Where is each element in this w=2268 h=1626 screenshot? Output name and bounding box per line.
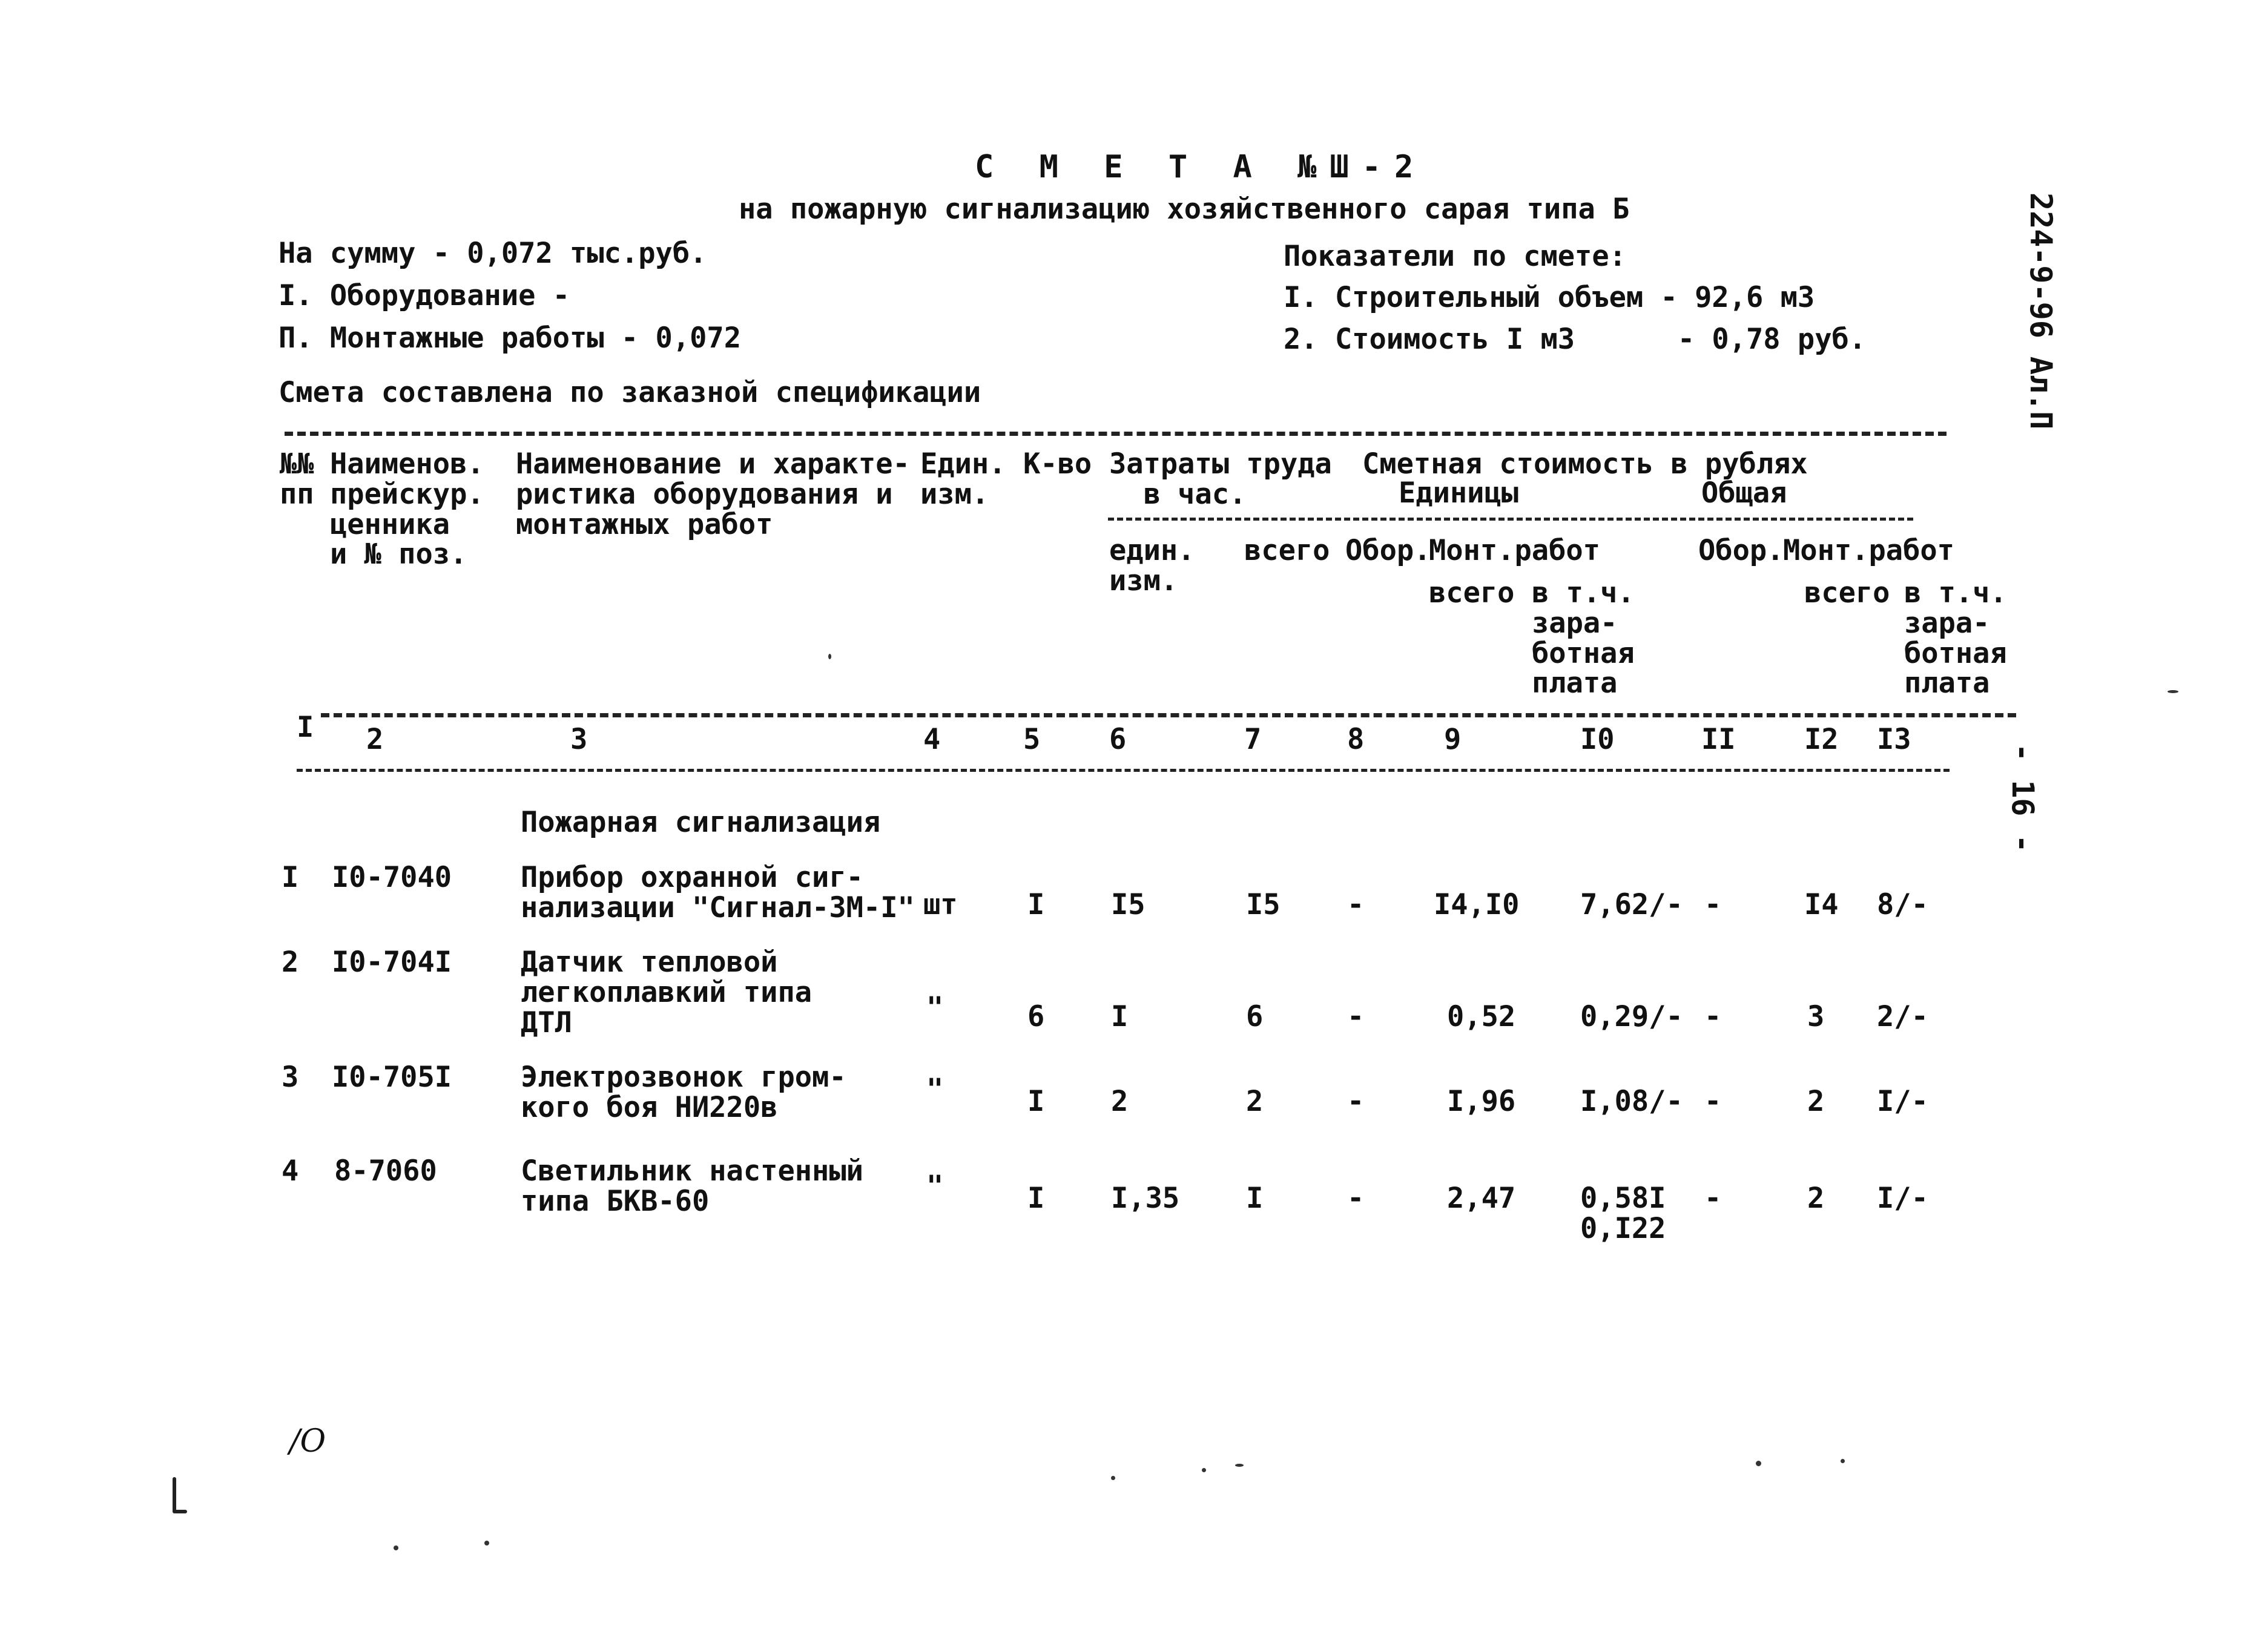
row-labour-total: 6: [1246, 1000, 1264, 1033]
scan-speck: [2167, 690, 2178, 693]
col-header-mounting-total-wage: в т.ч. зара- ботная плата: [1904, 576, 2007, 700]
row-quantity: 6: [1027, 1000, 1045, 1033]
row-unit: шт: [923, 888, 958, 921]
row-num: 2: [282, 946, 299, 979]
column-number: 5: [1023, 723, 1041, 756]
estimate-title: С М Е Т А №Ш-2: [975, 149, 1427, 185]
row-labour-unit: I,35: [1111, 1182, 1180, 1215]
row-unit: ": [926, 1073, 944, 1106]
col-header-mounting-total-sum: всего: [1804, 576, 1890, 610]
row-name: Прибор охранной сиг- нализации "Сигнал-3М-I": [521, 861, 915, 924]
row-price-code: 8-7060: [334, 1154, 437, 1188]
col-header-equipment-total: Обор.: [1698, 534, 1784, 567]
row-mounting-total-wage: 2/-: [1877, 1000, 1928, 1033]
row-labour-total: I: [1246, 1182, 1264, 1215]
scan-speck: [828, 654, 831, 659]
column-number-rule: [297, 769, 1950, 772]
section-title: Пожарная сигнализация: [521, 806, 881, 839]
scan-speck: [1111, 1476, 1115, 1480]
col-header-unit: Един. изм.: [920, 447, 1006, 511]
col-header-mounting-unit-wage: в т.ч. зара- ботная плата: [1532, 576, 1635, 700]
row-num: 3: [282, 1061, 299, 1094]
indicator-volume: I. Строительный объем - 92,6 м3: [1284, 281, 1815, 314]
row-mounting-total-wage: I/-: [1877, 1085, 1928, 1118]
handwritten-mark: /O: [289, 1423, 326, 1460]
row-mounting-unit-wage: 0,58I 0,I22: [1580, 1182, 1666, 1245]
column-number: 9: [1444, 723, 1462, 756]
row-mounting-total-wage: I/-: [1877, 1182, 1928, 1215]
row-num: 4: [282, 1154, 299, 1188]
sum-line: На сумму - 0,072 тыс.руб.: [279, 237, 707, 270]
row-equipment-total: -: [1704, 1085, 1722, 1118]
col-header-cost-group: Сметная стоимость в рублях: [1362, 447, 1808, 481]
col-header-quantity: К-во: [1023, 447, 1092, 481]
indicator-unit-cost: 2. Стоимость I м3 - 0,78 руб.: [1284, 323, 1867, 356]
row-mounting-total-sum: I4: [1804, 888, 1839, 921]
col-header-mounting-unit: Монт.работ: [1429, 534, 1600, 567]
col-header-price-code: Наименов. прейскур. ценника и № поз.: [330, 447, 484, 571]
column-number: 6: [1109, 723, 1127, 756]
row-quantity: I: [1027, 1182, 1045, 1215]
row-equipment-total: -: [1704, 1000, 1722, 1033]
row-mounting-total-wage: 8/-: [1877, 888, 1928, 921]
row-mounting-unit-total: I4,I0: [1434, 888, 1520, 921]
column-number: I2: [1804, 723, 1839, 756]
indicators-title: Показатели по смете:: [1284, 240, 1626, 273]
row-price-code: I0-7040: [332, 861, 452, 894]
column-number: I0: [1580, 723, 1615, 756]
scan-speck: [1841, 1459, 1845, 1463]
scan-speck: [1202, 1468, 1206, 1472]
column-number: I: [297, 711, 314, 744]
row-num: I: [282, 861, 299, 894]
row-equipment-unit: -: [1347, 1182, 1365, 1215]
row-labour-unit: I5: [1111, 888, 1146, 921]
scan-speck: [1235, 1464, 1244, 1467]
row-mounting-unit-wage: I,08/-: [1580, 1085, 1683, 1118]
scan-speck: [1756, 1461, 1761, 1466]
row-equipment-unit: -: [1347, 888, 1365, 921]
row-mounting-unit-total: 2,47: [1447, 1182, 1516, 1215]
row-equipment-unit: -: [1347, 1000, 1365, 1033]
table-top-rule: [285, 432, 1947, 436]
document-code-label: 224-9-96 Ал.П: [2023, 193, 2059, 430]
column-number: II: [1701, 723, 1736, 756]
row-mounting-total-sum: 2: [1807, 1182, 1825, 1215]
col-header-total-group: Общая: [1701, 476, 1787, 510]
row-labour-total: I5: [1246, 888, 1281, 921]
header-bottom-rule: [321, 713, 2016, 717]
column-number: 8: [1347, 723, 1365, 756]
composed-line: Смета составлена по заказной спецификации: [279, 376, 981, 409]
col-header-mounting-total: Монт.работ: [1783, 534, 1954, 567]
page-number-label: - 16 -: [2005, 743, 2040, 853]
row-price-code: I0-705I: [332, 1061, 452, 1094]
row-name: Светильник настенный типа БКВ-60: [521, 1154, 863, 1218]
row-unit: ": [926, 1170, 944, 1203]
col-header-equipment-unit: Обор.: [1345, 534, 1431, 567]
row-mounting-total-sum: 3: [1807, 1000, 1825, 1033]
row-mounting-unit-wage: 7,62/-: [1580, 888, 1683, 921]
scan-speck: [484, 1541, 489, 1545]
row-mounting-unit-total: I,96: [1447, 1085, 1516, 1118]
col-header-labour-total: всего: [1244, 534, 1330, 567]
row-mounting-total-sum: 2: [1807, 1085, 1825, 1118]
scan-speck: [394, 1545, 398, 1550]
row-mounting-unit-total: 0,52: [1447, 1000, 1516, 1033]
row-price-code: I0-704I: [332, 946, 452, 979]
scan-stroke: [174, 1510, 187, 1513]
column-number: I3: [1877, 723, 1911, 756]
mounting-line: П. Монтажные работы - 0,072: [279, 321, 742, 355]
row-quantity: I: [1027, 888, 1045, 921]
row-labour-total: 2: [1246, 1085, 1264, 1118]
row-labour-unit: I: [1111, 1000, 1129, 1033]
col-header-mounting-unit-total: всего: [1429, 576, 1515, 610]
col-header-unit-group: Единицы: [1399, 476, 1519, 510]
column-number: 2: [366, 723, 384, 756]
row-labour-unit: 2: [1111, 1085, 1129, 1118]
scan-stroke: [173, 1477, 176, 1513]
col-header-labour-group: Затраты труда в час.: [1109, 447, 1332, 511]
row-quantity: I: [1027, 1085, 1045, 1118]
col-header-num: №№ пп: [280, 447, 314, 511]
col-header-labour-unit: един. изм.: [1109, 534, 1195, 597]
estimate-subtitle: на пожарную сигнализацию хозяйственного сарая типа Б: [739, 193, 1630, 226]
row-mounting-unit-wage: 0,29/-: [1580, 1000, 1683, 1033]
column-number: 3: [570, 723, 588, 756]
equipment-line: I. Оборудование -: [279, 279, 570, 312]
row-equipment-total: -: [1704, 1182, 1722, 1215]
row-name: Электрозвонок гром- кого боя НИ220в: [521, 1061, 846, 1124]
col-header-name: Наименование и характе- ристика оборудования и монтажных работ: [516, 447, 910, 541]
column-number: 7: [1244, 723, 1262, 756]
row-name: Датчик тепловой легкоплавкий типа ДТЛ: [521, 946, 813, 1039]
cost-subheader-rule: [1108, 518, 1913, 521]
column-number: 4: [923, 723, 941, 756]
row-unit: ": [926, 991, 944, 1024]
row-equipment-unit: -: [1347, 1085, 1365, 1118]
row-equipment-total: -: [1704, 888, 1722, 921]
